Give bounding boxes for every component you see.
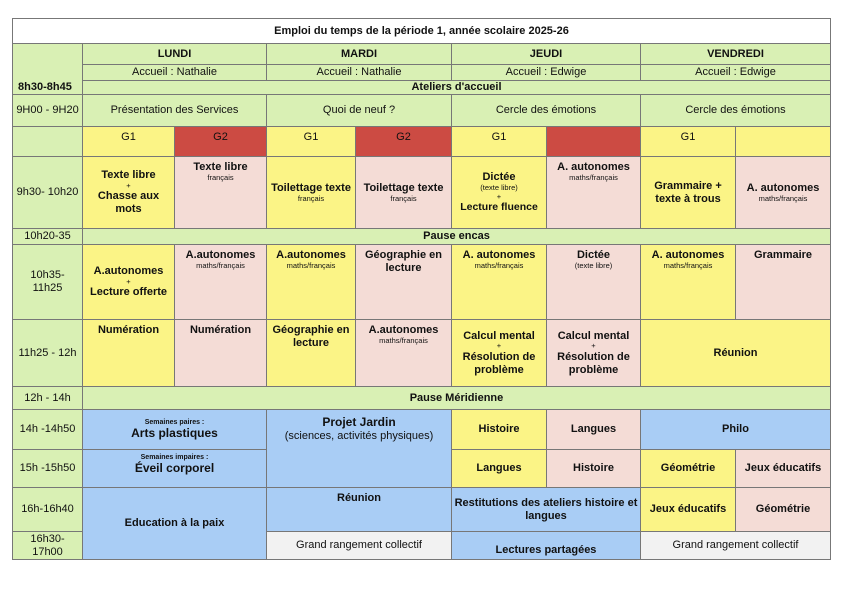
cell-plus: + (126, 180, 131, 190)
cell-jeudi-lectures: Lectures partagées (452, 532, 641, 560)
cell-r6-vendredi: Réunion (641, 320, 831, 387)
cell-sub: français (390, 193, 417, 203)
cell-r6-lundi-g1: Numération (83, 320, 175, 387)
cell-vendredi-geometrie-2: Géométrie (736, 488, 831, 532)
cell-lundi-paires (83, 410, 267, 450)
cell-main: Grammaire + texte à trous (654, 179, 722, 205)
cell-plus: + (496, 191, 502, 201)
projet-jardin: Projet Jardin (322, 415, 396, 429)
cell-main: Texte libre (101, 169, 156, 182)
groups-time-cell (13, 127, 83, 157)
cell-main: A.autonomes (185, 249, 256, 261)
timetable-title: Emploi du temps de la période 1, année scolaire 2025-26 (13, 19, 831, 44)
cell-r5-vendredi-g2 (736, 245, 831, 320)
timetable (12, 18, 831, 560)
cell-plus: + (126, 276, 131, 286)
cell-mardi-rangement: Grand rangement collectif (267, 532, 452, 560)
cell-second: Résolution de problème (462, 350, 536, 376)
cell-main: A. autonomes (746, 181, 820, 194)
cell-main: Texte libre (193, 161, 248, 173)
cell-main: A.autonomes (93, 265, 164, 278)
time-10h35: 10h35- 11h25 (13, 245, 83, 320)
cell-vendredi-philo: Philo (641, 410, 831, 450)
group-vendredi-g1: G1 (641, 127, 736, 157)
day-header-lundi: LUNDI (83, 44, 267, 65)
projet-jardin-sub: (sciences, activités physiques) (284, 429, 434, 442)
cell-sub: maths/français (474, 260, 524, 270)
cell-r3-vendredi-g1 (641, 157, 736, 229)
cell-second: Résolution de problème (557, 350, 630, 376)
presentation-lundi: Présentation des Services (83, 95, 267, 127)
cell-main: Calcul mental (463, 329, 535, 342)
day-header-mardi: MARDI (267, 44, 452, 65)
cell-main: A. autonomes (557, 161, 630, 173)
cell-sub: maths/français (569, 172, 618, 182)
group-vendredi-g2 (736, 127, 831, 157)
time-9h30: 9h30- 10h20 (13, 157, 83, 229)
cell-main: A. autonomes (462, 249, 536, 261)
cell-r3-lundi-g1 (83, 157, 175, 229)
cell-plus: + (496, 341, 502, 351)
time-16h: 16h-16h40 (13, 488, 83, 532)
cell-sub: maths/français (663, 260, 713, 270)
cell-r5-lundi-g1 (83, 245, 175, 320)
cell-second: Lecture offerte (89, 286, 168, 299)
time-11h25: 11h25 - 12h (13, 320, 83, 387)
accueil-vendredi: Accueil : Edwige (641, 65, 831, 81)
presentation-jeudi: Cercle des émotions (452, 95, 641, 127)
cell-vendredi-rangement: Grand rangement collectif (641, 532, 831, 560)
group-jeudi-g2 (547, 127, 641, 157)
cell-main: A. autonomes (651, 249, 725, 261)
cell-second: Lecture fluence (460, 201, 538, 214)
arts-plastiques: Arts plastiques (131, 425, 218, 440)
cell-second: Chasse aux mots (97, 190, 160, 216)
cell-jeudi-langues: Langues (547, 410, 641, 450)
cell-vendredi-jeux-2: Jeux éducatifs (641, 488, 736, 532)
group-lundi-g1: G1 (83, 127, 175, 157)
cell-r3-mardi-g2 (356, 157, 452, 229)
cell-sub: maths/français (196, 260, 245, 270)
accueil-mardi: Accueil : Nathalie (267, 65, 452, 81)
cell-jeudi-histoire: Histoire (452, 410, 547, 450)
group-mardi-g1: G1 (267, 127, 356, 157)
paires-label: Semaines paires : (144, 418, 205, 426)
cell-jeudi-langues-2: Langues (452, 450, 547, 488)
cell-r3-jeudi-g1 (452, 157, 547, 229)
cell-jeudi-restitutions: Restitutions des ateliers histoire et langues (452, 488, 641, 532)
pause-encas: Pause encas (83, 229, 831, 245)
cell-main: Dictée (576, 249, 611, 261)
cell-r5-mardi-g1 (267, 245, 356, 320)
cell-sub: maths/français (379, 335, 428, 345)
cell-main: A.autonomes (276, 249, 346, 261)
ateliers-accueil: Ateliers d'accueil (83, 81, 831, 95)
time-15h: 15h -15h50 (13, 450, 83, 488)
cell-r5-lundi-g2 (175, 245, 267, 320)
cell-r3-jeudi-g2 (547, 157, 641, 229)
cell-plus: + (591, 341, 596, 351)
cell-sub: français (207, 172, 234, 182)
cell-sub: (texte libre) (480, 182, 518, 192)
cell-vendredi-geometrie: Géométrie (641, 450, 736, 488)
cell-r5-jeudi-g1 (452, 245, 547, 320)
impaires-label: Semaines impaires : (140, 454, 209, 461)
cell-r5-mardi-g2 (356, 245, 452, 320)
cell-r6-lundi-g2: Numération (175, 320, 267, 387)
cell-sub: maths/français (758, 193, 808, 203)
day-header-vendredi: VENDREDI (641, 44, 831, 65)
cell-jeudi-histoire-2: Histoire (547, 450, 641, 488)
time-9h00: 9H00 - 9H20 (13, 95, 83, 127)
group-lundi-g2: G2 (175, 127, 267, 157)
time-16h30: 16h30- 17h00 (13, 532, 83, 560)
cell-mardi-reunion: Réunion (267, 488, 452, 532)
accueil-lundi: Accueil : Nathalie (83, 65, 267, 81)
time-12h: 12h - 14h (13, 387, 83, 410)
cell-main: Toilettage texte (271, 181, 351, 194)
cell-r6-mardi-g2 (356, 320, 452, 387)
cell-mardi-jardin (267, 410, 452, 488)
pause-meridienne: Pause Méridienne (83, 387, 831, 410)
cell-sub: maths/français (286, 260, 336, 270)
cell-lundi-paix: Education à la paix (83, 488, 267, 560)
cell-sub: français (297, 193, 325, 203)
cell-lundi-impaires (83, 450, 267, 488)
cell-r5-vendredi-g1 (641, 245, 736, 320)
cell-vendredi-jeux: Jeux éducatifs (736, 450, 831, 488)
cell-main: Grammaire (753, 249, 813, 261)
group-mardi-g2: G2 (356, 127, 452, 157)
eveil-corporel: Éveil corporel (134, 461, 215, 476)
cell-r3-lundi-g2 (175, 157, 267, 229)
cell-main: Géographie en lecture (364, 249, 443, 274)
time-14h: 14h -14h50 (13, 410, 83, 450)
cell-r6-mardi-g1: Géographie en lecture (267, 320, 356, 387)
accueil-jeudi: Accueil : Edwige (452, 65, 641, 81)
group-jeudi-g1: G1 (452, 127, 547, 157)
cell-main: Toilettage texte (363, 181, 444, 194)
cell-r3-vendredi-g2 (736, 157, 831, 229)
cell-r3-mardi-g1 (267, 157, 356, 229)
cell-main: Dictée (482, 171, 516, 184)
cell-r6-jeudi-g1 (452, 320, 547, 387)
time-10h20: 10h20-35 (13, 229, 83, 245)
cell-r5-jeudi-g2 (547, 245, 641, 320)
cell-main: A.autonomes (368, 324, 439, 336)
presentation-vendredi: Cercle des émotions (641, 95, 831, 127)
cell-r6-jeudi-g2 (547, 320, 641, 387)
presentation-mardi: Quoi de neuf ? (267, 95, 452, 127)
cell-sub: (texte libre) (574, 260, 613, 270)
day-header-jeudi: JEUDI (452, 44, 641, 65)
time-8h30: 8h30-8h45 (18, 81, 72, 93)
cell-main: Calcul mental (557, 329, 630, 342)
